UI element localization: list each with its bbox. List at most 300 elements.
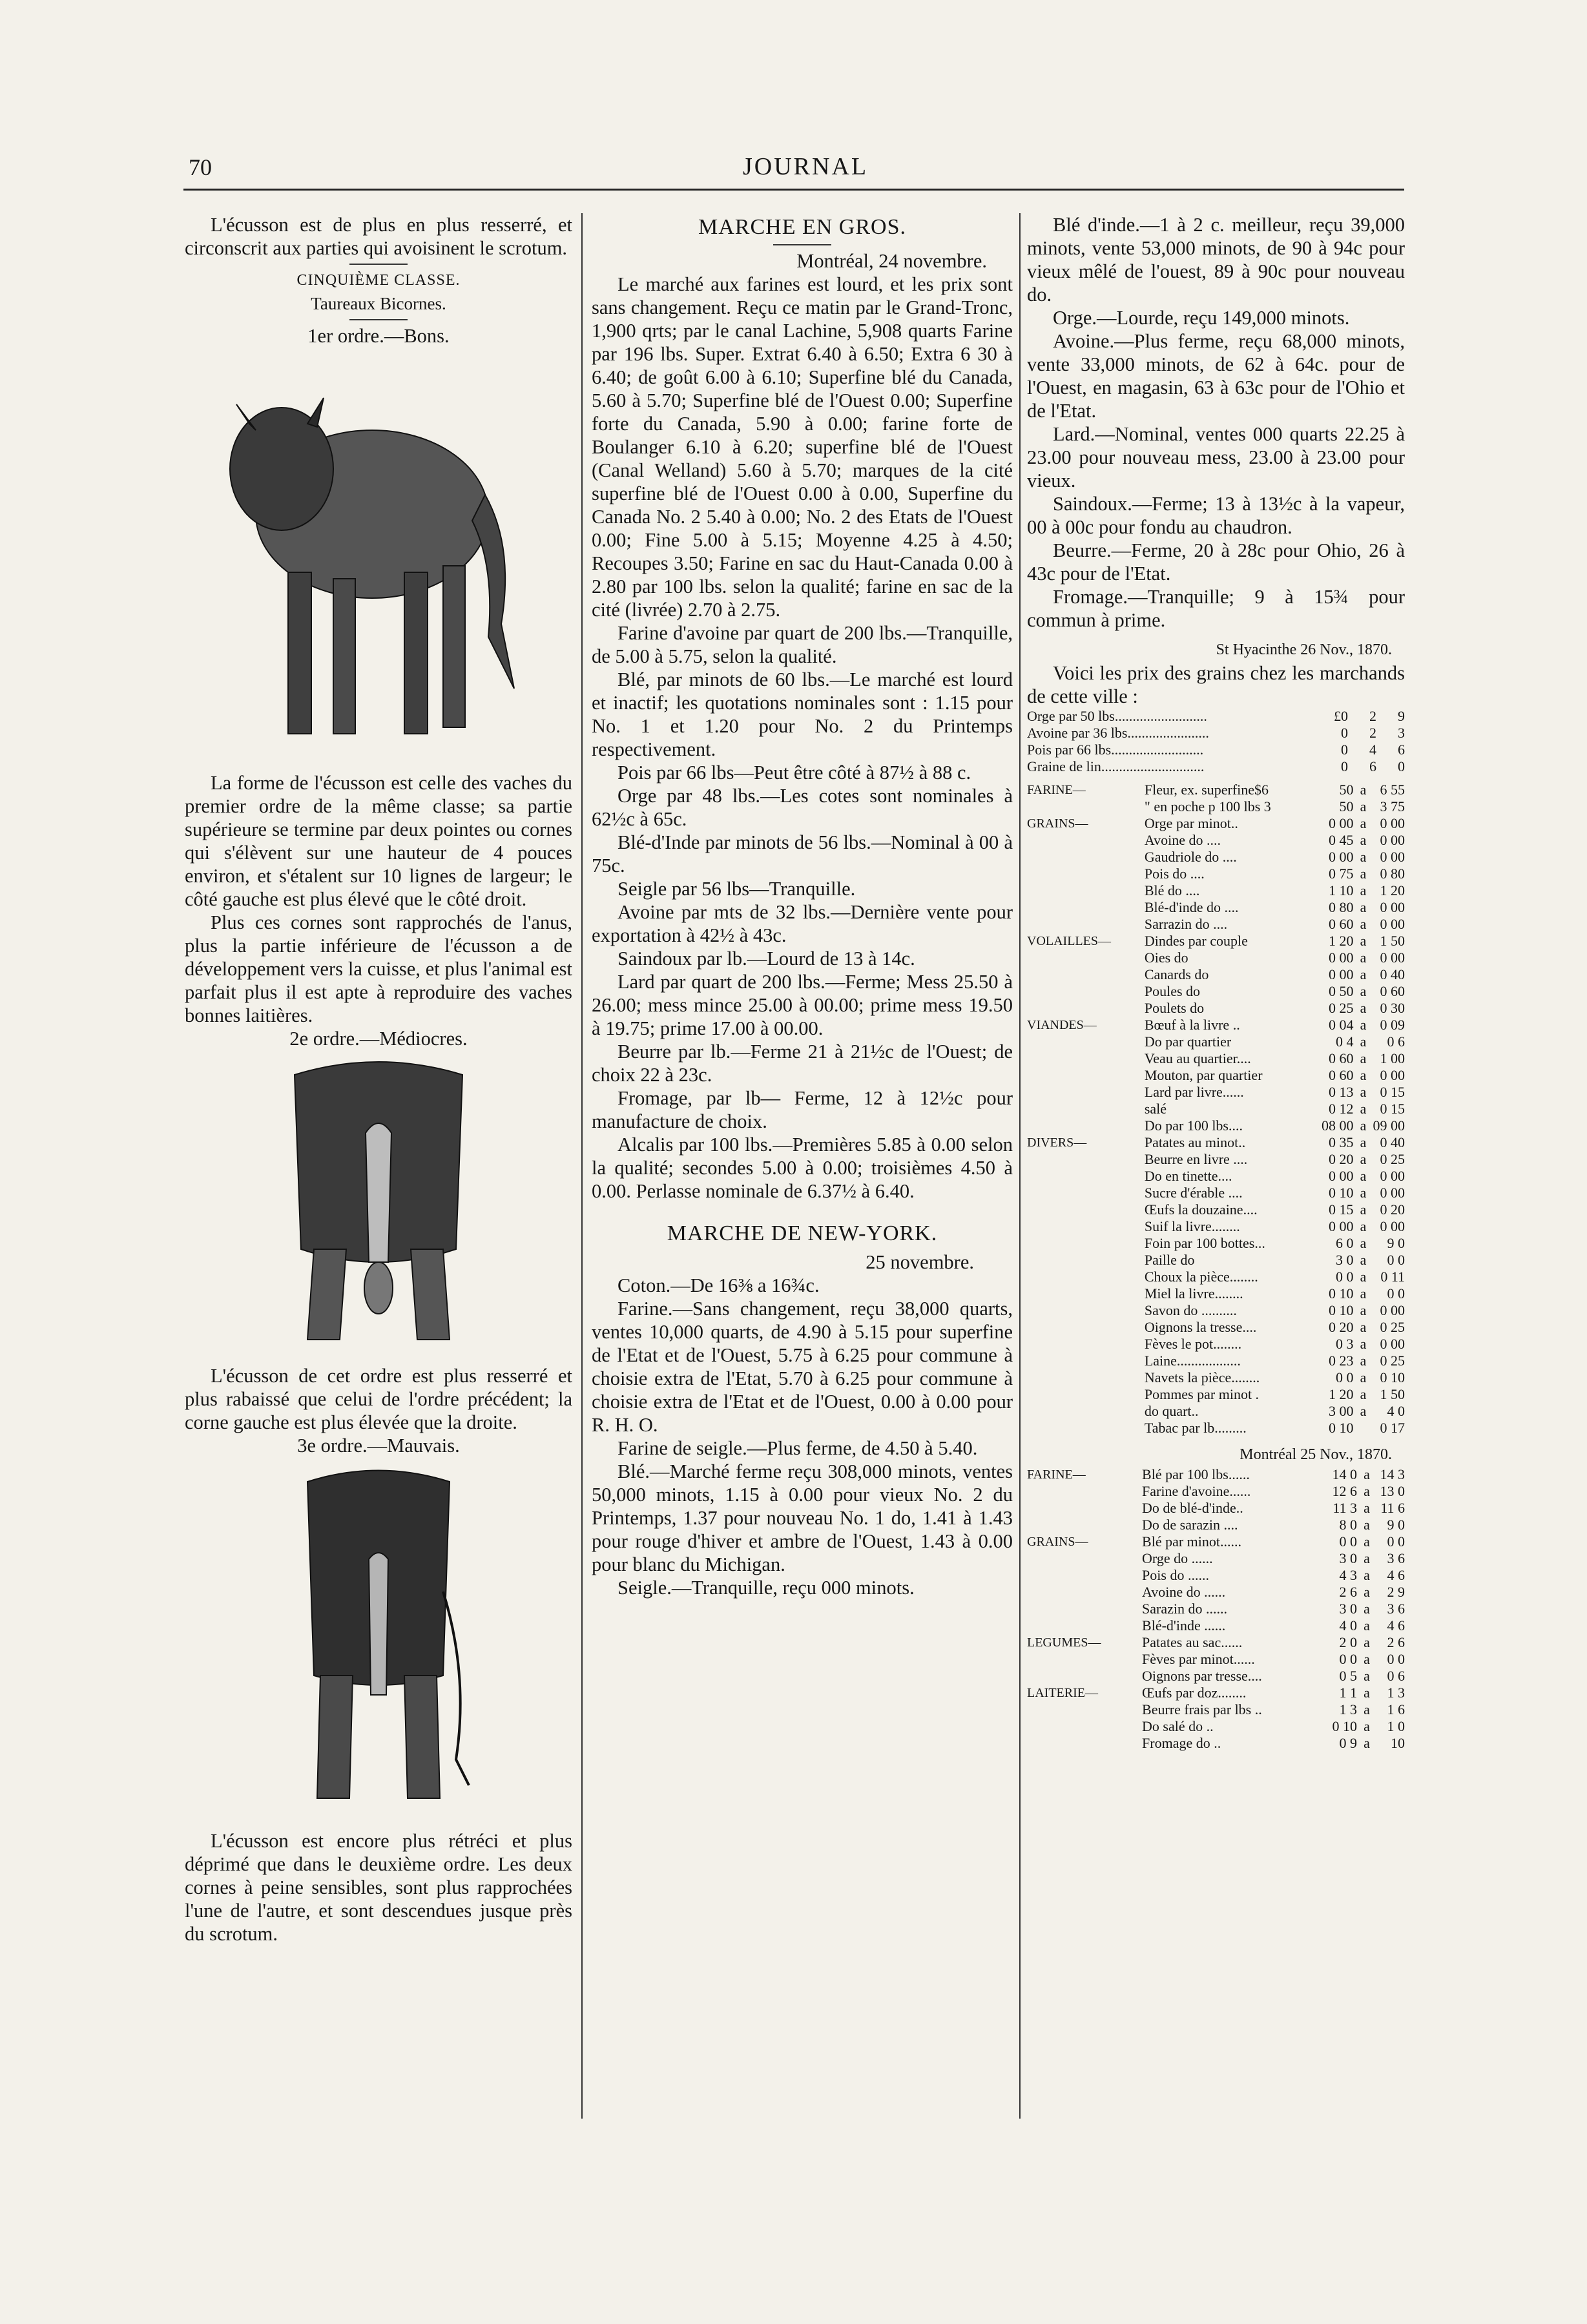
table-row (1027, 1353, 1405, 1369)
price-high: 0 00 (1380, 1067, 1405, 1083)
paragraph: Alcalis par 100 lbs.—Premières 5.85 à 0.00 selon la qualité; secondes 5.00 à 0.00; troisièmes 4.50 à 0.00. Perlasse nominale de 6.37½ à 6.40. (592, 1134, 1013, 1202)
range-separator: a (1364, 1701, 1370, 1717)
item-label: Oies do (1144, 949, 1188, 966)
range-separator: a (1360, 1252, 1367, 1268)
range-separator: a (1364, 1567, 1370, 1583)
price-high: 0 00 (1380, 1336, 1405, 1352)
category-label (1027, 1033, 1145, 1050)
price-high: 0 15 (1380, 1101, 1405, 1117)
category-label (1027, 899, 1145, 916)
table-row (1027, 1067, 1405, 1084)
price-low: 14 0 (1332, 1466, 1357, 1482)
price-low: 0 10 (1329, 1302, 1354, 1318)
item-label: Pois do .... (1144, 866, 1205, 882)
item-label: " en poche p 100 lbs 3 (1144, 798, 1271, 814)
paragraph: La forme de l'écusson est celle des vaches du premier ordre de la même classe; sa partie supérieure se termine par deux pointes ou cornes qui s'élèvent sur une hauteur de 4 pouces environ, et s'étalent sur 10 lignes de largeur; le côté gauche est plus élevé que le côté droit. (185, 772, 572, 910)
range-separator: a (1364, 1634, 1370, 1650)
market-heading: MARCHE DE NEW-YORK. (667, 1221, 938, 1245)
item-label: Suif la livre........ (1144, 1218, 1240, 1234)
range-separator: a (1360, 1302, 1367, 1318)
paragraph: Fromage.—Tranquille; 9 à 15¾ pour commun à prime. (1027, 586, 1405, 631)
table-row (1027, 1651, 1405, 1668)
range-separator (1354, 1420, 1373, 1437)
item-label: Do de blé-d'inde.. (1142, 1500, 1243, 1516)
price-pounds: 0 (1341, 758, 1348, 774)
range-separator: a (1364, 1466, 1370, 1482)
price-shillings: 4 (1369, 742, 1376, 758)
price-high: 0 80 (1380, 866, 1405, 882)
table-row (1027, 1701, 1405, 1718)
category-label (1027, 882, 1145, 899)
item-label: Patates au minot.. (1144, 1134, 1246, 1150)
table-row (1027, 1735, 1405, 1752)
price-low: 0 45 (1329, 832, 1354, 848)
price-low: 0 5 (1339, 1668, 1357, 1684)
category-label (1027, 1185, 1145, 1201)
table-row (1027, 1420, 1405, 1437)
price-low: 11 3 (1333, 1500, 1357, 1516)
category-label (1027, 1151, 1145, 1168)
range-separator: a (1360, 1000, 1367, 1016)
category-label (1027, 916, 1145, 933)
range-separator: a (1360, 983, 1367, 999)
table-row (1027, 1517, 1405, 1533)
price-high: 0 40 (1380, 1134, 1405, 1150)
range-separator: a (1364, 1533, 1370, 1550)
category-label (1027, 1403, 1145, 1420)
price-low: 0 00 (1329, 949, 1354, 966)
price-low: 1 3 (1339, 1701, 1357, 1717)
running-header: JOURNAL (743, 153, 869, 180)
item-label: Veau au quartier.... (1144, 1050, 1251, 1066)
table-row (1027, 1567, 1405, 1584)
item-label: Laine.................. (1144, 1353, 1241, 1369)
item-label: Blé par minot...... (1142, 1533, 1242, 1550)
range-separator: a (1364, 1668, 1370, 1684)
item-label: Foin par 100 bottes... (1144, 1235, 1265, 1251)
range-separator: a (1360, 1319, 1367, 1335)
price-high: 0 6 (1387, 1668, 1405, 1684)
order-heading: 1er ordre.—Bons. (307, 325, 450, 347)
price-low: 0 60 (1329, 1067, 1354, 1083)
category-label (1027, 1000, 1145, 1017)
category-label (1027, 983, 1145, 1000)
price-low: 0 75 (1329, 866, 1354, 882)
category-label (1027, 1701, 1142, 1718)
divider (349, 264, 408, 265)
paragraph: Seigle par 56 lbs—Tranquille. (617, 878, 856, 900)
category-label (1027, 1517, 1142, 1533)
category-label (1027, 1601, 1142, 1617)
category-label (1027, 1567, 1142, 1584)
price-low: 0 60 (1329, 1050, 1354, 1066)
item-label: Do en tinette.... (1144, 1168, 1232, 1184)
price-low: 0 0 (1336, 1369, 1354, 1385)
price-high: 14 3 (1380, 1466, 1405, 1482)
table-row (1027, 708, 1405, 725)
range-separator: a (1360, 1201, 1367, 1218)
price-high: 3 6 (1387, 1550, 1405, 1566)
price-low: 0 4 (1336, 1033, 1354, 1050)
table-row (1027, 1252, 1405, 1269)
range-separator: a (1360, 933, 1367, 949)
price-shillings: 6 (1369, 758, 1376, 774)
price-high: 6 55 (1380, 782, 1405, 798)
bull-rear-illustration-2 (282, 1462, 475, 1824)
category-label (1027, 1483, 1142, 1500)
price-high: 0 40 (1380, 966, 1405, 982)
dateline: Montréal 25 Nov., 1870. (1240, 1446, 1392, 1463)
item-label: Beurre en livre .... (1144, 1151, 1248, 1167)
price-high: 0 00 (1380, 849, 1405, 865)
category-label (1027, 1420, 1145, 1437)
item-label: Pois do ...... (1142, 1567, 1209, 1583)
price-low: 1 20 (1329, 933, 1354, 949)
category-label (1027, 1285, 1145, 1302)
range-separator: a (1360, 798, 1367, 814)
price-low: 4 0 (1339, 1617, 1357, 1634)
price-high: 0 0 (1387, 1252, 1405, 1268)
table-row (1027, 899, 1405, 916)
item-label: Poules do (1144, 983, 1201, 999)
table-row (1027, 1319, 1405, 1336)
item-label: Savon do .......... (1144, 1302, 1237, 1318)
table-row (1027, 1550, 1405, 1567)
item-label: Œufs par doz........ (1142, 1685, 1247, 1701)
price-low: 0 20 (1329, 1151, 1354, 1167)
category-label (1027, 1084, 1145, 1101)
table-row (1027, 916, 1405, 933)
table-row (1027, 1117, 1405, 1134)
item-label: Beurre frais par lbs .. (1142, 1701, 1262, 1717)
paragraph: L'écusson est encore plus rétréci et plus déprimé que dans le deuxième ordre. Les deux cornes à peine sensibles, sont plus rapprochées l'une de l'autre, et sont descendues jusque près du scrotum. (185, 1830, 572, 1945)
price-high: 1 50 (1380, 1386, 1405, 1402)
category-label (1027, 1718, 1142, 1735)
item-label: Sucre d'érable .... (1144, 1185, 1243, 1201)
price-pounds: 0 (1341, 725, 1348, 741)
price-low: 0 00 (1329, 849, 1354, 865)
table-row (1027, 1084, 1405, 1101)
price-high: 0 10 (1380, 1369, 1405, 1385)
category-label (1027, 1500, 1142, 1517)
table-row (1027, 1466, 1405, 1483)
paragraph: Beurre.—Ferme, 20 à 28c pour Ohio, 26 à 43c pour de l'Etat. (1027, 539, 1405, 585)
item-label: Patates au sac...... (1142, 1634, 1243, 1650)
range-separator: a (1364, 1718, 1370, 1734)
range-separator: a (1360, 782, 1367, 798)
table-row (1027, 1302, 1405, 1319)
range-separator: a (1360, 966, 1367, 982)
price-table-local (1027, 782, 1405, 1437)
item-label: Do salé do .. (1142, 1718, 1214, 1734)
category-label (1027, 949, 1145, 966)
range-separator: a (1360, 1218, 1367, 1234)
price-high: 0 25 (1380, 1353, 1405, 1369)
category-label (1027, 1101, 1145, 1117)
item-label: Mouton, par quartier (1144, 1067, 1263, 1083)
price-low: 0 25 (1329, 1000, 1354, 1016)
item-label: Do de sarazin .... (1142, 1517, 1238, 1533)
dateline: 25 novembre. (866, 1251, 974, 1273)
category-label (1027, 1353, 1145, 1369)
category-label (1027, 1168, 1145, 1185)
table-row (1027, 1336, 1405, 1353)
item-label: Gaudriole do .... (1144, 849, 1237, 865)
price-low: 08 00 (1322, 1117, 1354, 1134)
column-right (1027, 213, 1405, 1752)
dateline: Montréal, 24 novembre. (796, 250, 987, 272)
category-label (1027, 1651, 1142, 1668)
item-label: Avoine do .... (1144, 832, 1221, 848)
item-label: Blé par 100 lbs...... (1142, 1466, 1250, 1482)
price-high: 0 25 (1380, 1151, 1405, 1167)
category-label (1027, 798, 1145, 815)
price-pence: 9 (1398, 708, 1405, 724)
price-low: 0 0 (1339, 1651, 1357, 1667)
page-number: 70 (189, 154, 212, 180)
range-separator: a (1364, 1483, 1370, 1499)
price-low: 2 0 (1339, 1634, 1357, 1650)
range-separator: a (1360, 1050, 1367, 1066)
table-row (1027, 1483, 1405, 1500)
price-low: 4 3 (1339, 1567, 1357, 1583)
price-pence: 6 (1398, 742, 1405, 758)
table-row (1027, 1168, 1405, 1185)
price-high: 2 6 (1387, 1634, 1405, 1650)
category-label: VIANDES— (1027, 1018, 1097, 1032)
price-low: 0 13 (1329, 1084, 1354, 1100)
price-high: 0 17 (1380, 1420, 1405, 1436)
category-label (1027, 1550, 1142, 1567)
price-high: 4 6 (1387, 1617, 1405, 1634)
table-row (1027, 1500, 1405, 1517)
category-label (1027, 1218, 1145, 1235)
item-label: Paille do (1144, 1252, 1195, 1268)
range-separator: a (1360, 1033, 1367, 1050)
paragraph: Blé.—Marché ferme reçu 308,000 minots, ventes 50,000 minots, 1.15 à 0.00 pour vieux No. 2 du Printemps, 1.37 pour nouveau No. 1 do, 1.41 à 1.43 pour rouge d'hiver et ambre de l'Ouest, 1.43 à 0.00 pour blanc du Michigan. (592, 1460, 1013, 1575)
table-row (1027, 1718, 1405, 1735)
category-label (1027, 1050, 1145, 1067)
column-left (185, 213, 572, 1945)
table-row (1027, 1218, 1405, 1235)
table-row (1027, 1050, 1405, 1067)
dateline: St Hyacinthe 26 Nov., 1870. (1216, 641, 1392, 658)
table-row (1027, 1634, 1405, 1651)
range-separator: a (1360, 916, 1367, 932)
price-low: 0 10 (1332, 1718, 1357, 1734)
column-divider-1 (581, 213, 583, 2119)
category-label (1027, 1302, 1145, 1319)
paragraph: Fromage, par lb— Ferme, 12 à 12½c pour manufacture de choix. (592, 1087, 1013, 1132)
item-label: Sarrazin do .... (1144, 916, 1228, 932)
price-low: 0 12 (1329, 1101, 1354, 1117)
range-separator: a (1360, 1151, 1367, 1167)
price-low: 0 50 (1329, 983, 1354, 999)
table-row (1027, 1403, 1405, 1420)
price-high: 0 00 (1380, 815, 1405, 831)
price-low: 3 0 (1339, 1601, 1357, 1617)
table-row (1027, 1134, 1405, 1151)
table-row (1027, 1386, 1405, 1403)
price-high: 11 6 (1380, 1500, 1405, 1516)
price-low: 0 10 (1329, 1185, 1354, 1201)
table-row (1027, 1369, 1405, 1386)
price-high: 0 25 (1380, 1319, 1405, 1335)
item-label: Choux la pièce........ (1144, 1269, 1258, 1285)
price-pounds: 0 (1341, 742, 1348, 758)
item-label: Poulets do (1144, 1000, 1205, 1016)
price-low: 6 0 (1336, 1235, 1354, 1251)
price-high: 1 20 (1380, 882, 1405, 898)
section-title: CINQUIÈME CLASSE. (296, 272, 461, 289)
paragraph: Seigle.—Tranquille, reçu 000 minots. (617, 1577, 915, 1599)
category-label (1027, 1067, 1145, 1084)
item-label: Graine de lin............................. (1027, 758, 1205, 774)
range-separator: a (1364, 1584, 1370, 1600)
table-row (1027, 1235, 1405, 1252)
paragraph: Beurre par lb.—Ferme 21 à 21½c de l'Ouest; de choix 22 à 23c. (592, 1041, 1013, 1086)
table-row (1027, 1017, 1405, 1033)
paragraph: L'écusson de cet ordre est plus resserré et plus rabaissé que celui de l'ordre précédent; la corne gauche est plus élevée que la droite. (185, 1365, 572, 1433)
table-row (1027, 1285, 1405, 1302)
range-separator: a (1360, 815, 1367, 831)
price-high: 4 0 (1387, 1403, 1405, 1419)
item-label: Orge do ...... (1142, 1550, 1213, 1566)
price-pence: 3 (1398, 725, 1405, 741)
item-label: do quart.. (1144, 1403, 1199, 1419)
paragraph: Plus ces cornes sont rapprochés de l'anus, plus la partie inférieure de l'écusson a de développement vers la cuisse, et plus l'animal est parfait plus il est apte à reproduire des vaches bonnes laitières. (185, 911, 572, 1026)
paragraph: Farine de seigle.—Plus ferme, de 4.50 à 5.40. (617, 1437, 978, 1459)
paragraph: Lard.—Nominal, ventes 000 quarts 22.25 à 23.00 pour nouveau mess, 23.00 à 23.00 pour vieux. (1027, 423, 1405, 492)
paragraph: Avoine par mts de 32 lbs.—Dernière vente pour exportation à 42½ à 43c. (592, 901, 1013, 946)
table-row (1027, 849, 1405, 866)
price-high: 0 00 (1380, 899, 1405, 915)
item-label: Do par 100 lbs.... (1144, 1117, 1243, 1134)
item-label: Farine d'avoine...... (1142, 1483, 1251, 1499)
price-low: 0 0 (1339, 1533, 1357, 1550)
order-heading: 2e ordre.—Médiocres. (289, 1028, 468, 1050)
price-low: 50 (1339, 782, 1354, 798)
price-low: 3 0 (1339, 1550, 1357, 1566)
order-heading: 3e ordre.—Mauvais. (297, 1435, 460, 1457)
category-label (1027, 832, 1145, 849)
category-label: GRAINS— (1027, 1535, 1088, 1549)
range-separator: a (1360, 1185, 1367, 1201)
range-separator: a (1360, 1336, 1367, 1352)
paragraph: Le marché aux farines est lourd, et les prix sont sans changement. Reçu ce matin par le Grand-Tronc, 1,900 qrts; par le canal Lachine, 5,908 quarts Farine par 196 lbs. Super. Extrat 6.40 à 6.50; Extra 6 30 à 6.40; de goût 6.00 à 6.10; Superfine blé du Canada, 5.60 à 5.70; Superfine blé de l'Ouest 0.00; Superfine forte du Canada, 5.90 à 0.00; farine forte de Boulanger 6.10 à 6.20; superfine blé de l'Ouest (Canal Welland) 5.60 à 5.70; marques de la cité superfine blé de l'Ouest 0.00 à 0.00, Superfine du Canada No. 2 5.40 à 0.00; No. 2 des Etats de l'Ouest 0.00; Fine 5.00 à 5.15; Moyenne 4.25 à 4.50; Recoupes 3.50; Farine en sac du Haut-Canada 0.00 à 2.80 par 100 lbs. selon la qualité; farine en sac de la cité (livrée) 2.70 à 2.75. (592, 273, 1013, 621)
price-low: 0 10 (1329, 1285, 1354, 1302)
item-label: Fromage do .. (1142, 1735, 1221, 1751)
paragraph: Saindoux par lb.—Lourd de 13 à 14c. (617, 948, 915, 970)
price-high: 0 6 (1387, 1033, 1405, 1050)
paragraph: Blé d'inde.—1 à 2 c. meilleur, reçu 39,000 minots, vente 53,000 minots, de 90 à 94c pour vieux mêlé de l'ouest, 89 à 90c pour nouveau do. (1027, 214, 1405, 306)
price-low: 0 60 (1329, 916, 1354, 932)
range-separator: a (1360, 1235, 1367, 1251)
item-label: Fleur, ex. superfine$6 (1144, 782, 1269, 798)
range-separator: a (1360, 1084, 1367, 1100)
price-low: 0 9 (1339, 1735, 1357, 1751)
price-low: 12 6 (1332, 1483, 1357, 1499)
price-high: 0 09 (1380, 1017, 1405, 1033)
table-row (1027, 782, 1405, 798)
paragraph: Lard par quart de 200 lbs.—Ferme; Mess 25.50 à 26.00; mess mince 25.00 à 00.00; prime mess 19.50 à 19.75; prime 17.00 à 00.00. (592, 971, 1013, 1039)
range-separator: a (1364, 1517, 1370, 1533)
price-low: 0 10 (1329, 1420, 1354, 1436)
paragraph: Voici les prix des grains chez les marchands de cette ville : (1027, 662, 1405, 707)
range-separator: a (1360, 899, 1367, 915)
range-separator: a (1360, 1369, 1367, 1385)
price-high: 0 0 (1387, 1285, 1405, 1302)
category-label (1027, 1617, 1142, 1634)
price-high: 3 6 (1387, 1601, 1405, 1617)
price-pounds: £0 (1334, 708, 1348, 724)
range-separator: a (1364, 1651, 1370, 1667)
price-low: 0 00 (1329, 966, 1354, 982)
table-row (1027, 1584, 1405, 1601)
price-high: 1 00 (1380, 1050, 1405, 1066)
price-shillings: 2 (1369, 708, 1376, 724)
price-high: 1 3 (1387, 1685, 1405, 1701)
range-separator: a (1360, 1017, 1367, 1033)
range-separator: a (1364, 1735, 1370, 1751)
item-label: Blé-d'inde do .... (1144, 899, 1239, 915)
category-label (1027, 1735, 1142, 1752)
range-separator: a (1360, 1386, 1367, 1402)
item-label: salé (1144, 1101, 1167, 1117)
range-separator: a (1360, 832, 1367, 848)
price-high: 0 0 (1387, 1533, 1405, 1550)
price-low: 0 15 (1329, 1201, 1354, 1218)
price-low: 0 80 (1329, 899, 1354, 915)
price-high: 0 60 (1380, 983, 1405, 999)
range-separator: a (1360, 849, 1367, 865)
item-label: Bœuf à la livre .. (1144, 1017, 1240, 1033)
category-label: GRAINS— (1027, 816, 1088, 831)
range-separator: a (1360, 1117, 1367, 1134)
paragraph: Saindoux.—Ferme; 13 à 13½c à la vapeur, 00 à 00c pour fondu au chaudron. (1027, 493, 1405, 538)
table-row (1027, 1601, 1405, 1617)
item-label: Orge par minot.. (1144, 815, 1238, 831)
table-row (1027, 1533, 1405, 1550)
price-high: 0 00 (1380, 832, 1405, 848)
price-low: 50 (1339, 798, 1354, 814)
paragraph: Farine d'avoine par quart de 200 lbs.—Tranquille, de 5.00 à 5.75, selon la qualité. (592, 622, 1013, 667)
price-high: 2 9 (1387, 1584, 1405, 1600)
price-low: 0 00 (1329, 1168, 1354, 1184)
price-low: 0 00 (1329, 815, 1354, 831)
item-label: Tabac par lb......... (1144, 1420, 1247, 1436)
range-separator: a (1360, 1168, 1367, 1184)
category-label (1027, 1336, 1145, 1353)
price-low: 3 0 (1336, 1252, 1354, 1268)
price-low: 0 35 (1329, 1134, 1354, 1150)
header-rule (183, 189, 1404, 191)
table-row (1027, 1000, 1405, 1017)
table-row (1027, 949, 1405, 966)
price-low: 8 0 (1339, 1517, 1357, 1533)
range-separator: a (1360, 949, 1367, 966)
price-high: 0 00 (1380, 1168, 1405, 1184)
table-row (1027, 882, 1405, 899)
item-label: Avoine do ...... (1142, 1584, 1226, 1600)
item-label: Miel la livre........ (1144, 1285, 1243, 1302)
range-separator: a (1360, 1067, 1367, 1083)
price-high: 0 00 (1380, 1302, 1405, 1318)
item-label: Dindes par couple (1144, 933, 1248, 949)
price-high: 4 6 (1387, 1567, 1405, 1583)
paragraph: Blé, par minots de 60 lbs.—Le marché est lourd et inactif; les quotations nominales sont : 1.15 pour No. 1 et 1.20 pour No. 2 du Printemps respectivement. (592, 669, 1013, 760)
range-separator: a (1360, 866, 1367, 882)
